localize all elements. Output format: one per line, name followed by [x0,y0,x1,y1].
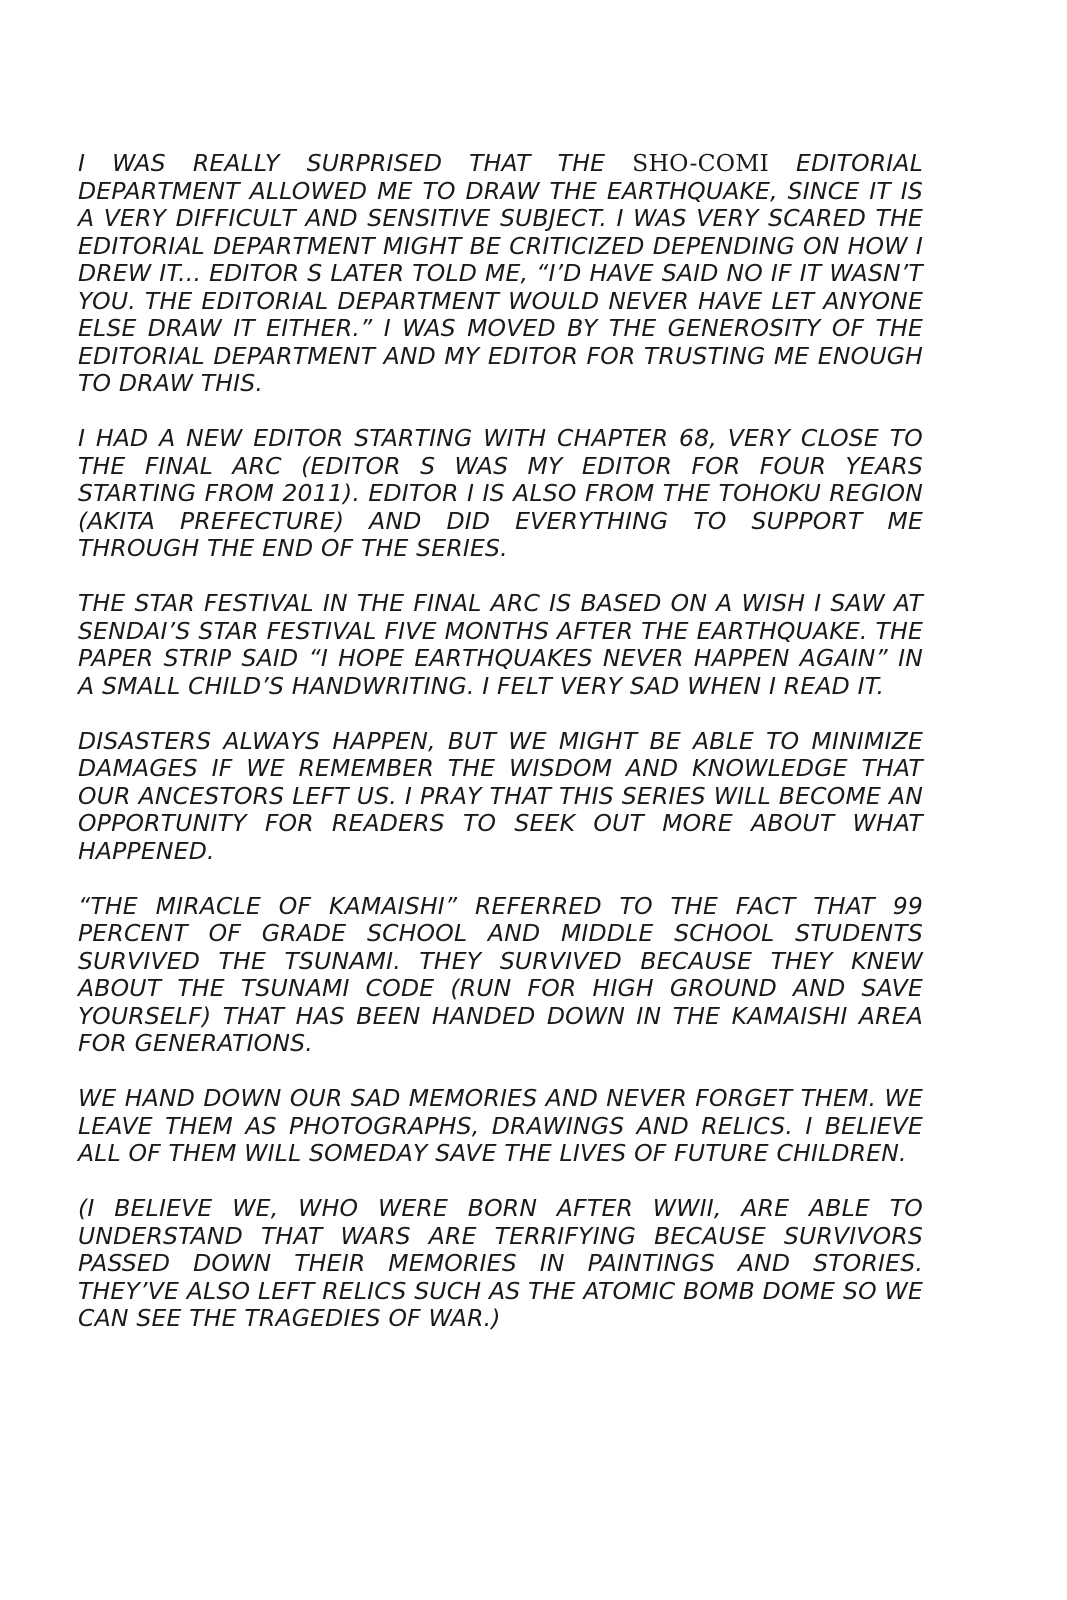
paragraph-1-post: EDITORIAL DEPARTMENT ALLOWED ME TO DRAW THE EARTHQUAKE, SINCE IT IS A VERY DIFFICULT AND SENSITIVE SUBJECT. I WAS VERY SCARED THE EDITORIAL DEPARTMENT MIGHT BE CRITICIZED DEPENDING ON HOW I DREW IT... EDITOR S LATER TOLD ME, “I’D HAVE SAID NO IF IT WASN’T YOU. THE EDITORIAL DEPARTMENT WOULD NEVER HAVE LET ANYONE ELSE DRAW IT EITHER.” I WAS MOVED BY THE GENEROSITY OF THE EDITORIAL DEPARTMENT AND MY EDITOR FOR TRUSTING ME ENOUGH TO DRAW THIS. [78,149,923,397]
paragraph-5: “THE MIRACLE OF KAMAISHI” REFERRED TO THE FACT THAT 99 PERCENT OF GRADE SCHOOL AND MIDDLE SCHOOL STUDENTS SURVIVED THE TSUNAMI. THEY SURVIVED BECAUSE THEY KNEW ABOUT THE TSUNAMI CODE (RUN FOR HIGH GROUND AND SAVE YOURSELF) THAT HAS BEEN HANDED DOWN IN THE KAMAISHI AREA FOR GENERATIONS. [78,891,923,1057]
paragraph-4: DISASTERS ALWAYS HAPPEN, BUT WE MIGHT BE ABLE TO MINIMIZE DAMAGES IF WE REMEMBER THE WISDOM AND KNOWLEDGE THAT OUR ANCESTORS LEFT US. I PRAY THAT THIS SERIES WILL BECOME AN OPPORTUNITY FOR READERS TO SEEK OUT MORE ABOUT WHAT HAPPENED. [78,726,923,865]
paragraph-1 [78,150,923,398]
afterword-text [78,150,923,1360]
paragraph-2: I HAD A NEW EDITOR STARTING WITH CHAPTER 68, VERY CLOSE TO THE FINAL ARC (EDITOR S WAS MY EDITOR FOR FOUR YEARS STARTING FROM 2011). EDITOR I IS ALSO FROM THE TOHOKU REGION (AKITA PREFECTURE) AND DID EVERYTHING TO SUPPORT ME THROUGH THE END OF THE SERIES. [78,424,923,562]
paragraph-7: (I BELIEVE WE, WHO WERE BORN AFTER WWII, ARE ABLE TO UNDERSTAND THAT WARS ARE TERRIFYING BECAUSE SURVIVORS PASSED DOWN THEIR MEMORIES IN PAINTINGS AND STORIES. THEY’VE ALSO LEFT RELICS SUCH AS THE ATOMIC BOMB DOME SO WE CAN SEE THE TRAGEDIES OF WAR.) [78,1194,923,1332]
paragraph-6: WE HAND DOWN OUR SAD MEMORIES AND NEVER FORGET THEM. WE LEAVE THEM AS PHOTOGRAPHS, DRAWINGS AND RELICS. I BELIEVE ALL OF THEM WILL SOMEDAY SAVE THE LIVES OF FUTURE CHILDREN. [78,1084,923,1167]
magazine-title: SHO-COMI [632,149,770,177]
paragraph-1-pre: I WAS REALLY SURPRISED THAT THE [78,149,633,177]
paragraph-3: THE STAR FESTIVAL IN THE FINAL ARC IS BASED ON A WISH I SAW AT SENDAI’S STAR FESTIVAL FIVE MONTHS AFTER THE EARTHQUAKE. THE PAPER STRIP SAID “I HOPE EARTHQUAKES NEVER HAPPEN AGAIN” IN A SMALL CHILD’S HANDWRITING. I FELT VERY SAD WHEN I READ IT. [78,589,923,700]
